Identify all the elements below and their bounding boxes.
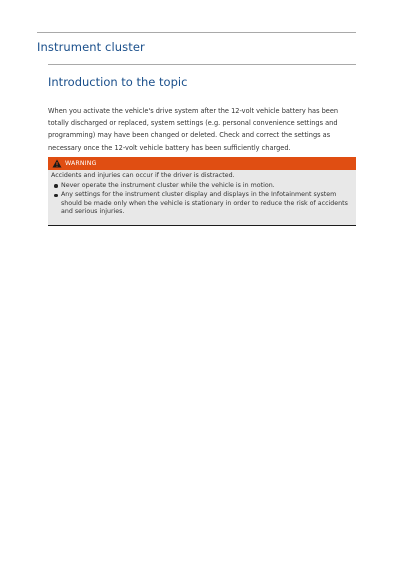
warning-body xyxy=(48,170,356,217)
intro-paragraph: When you activate the vehicle's drive system after the 12-volt vehicle battery has been totally discharged or replaced, system settings (e.g. personal convenience settings and programming) may have been changed or deleted. Check and correct the settings as necessary once the 12-volt vehicle battery has been sufficiently charged. xyxy=(48,107,339,152)
warning-header xyxy=(48,157,356,170)
section-divider xyxy=(48,64,356,65)
top-divider xyxy=(37,32,356,33)
bullet-icon xyxy=(54,194,58,198)
warning-item-text: Never operate the instrument cluster while the vehicle is in motion. xyxy=(61,181,275,189)
warning-item xyxy=(51,182,356,191)
warning-lead: Accidents and injuries can occur if the driver is distracted. xyxy=(51,172,235,179)
section-title: Instrument cluster xyxy=(37,40,145,54)
warning-item xyxy=(51,191,356,217)
bullet-icon xyxy=(54,184,58,188)
warning-triangle-icon xyxy=(52,159,62,168)
topic-title: Introduction to the topic xyxy=(48,75,188,89)
warning-list xyxy=(51,182,356,217)
warning-label: WARNING xyxy=(65,160,97,167)
warning-box xyxy=(48,157,356,226)
warning-item-text: Any settings for the instrument cluster display and displays in the Infotainment system should be made only when the vehicle is stationary in order to reduce the risk of accidents and serious injuries. xyxy=(61,191,348,216)
